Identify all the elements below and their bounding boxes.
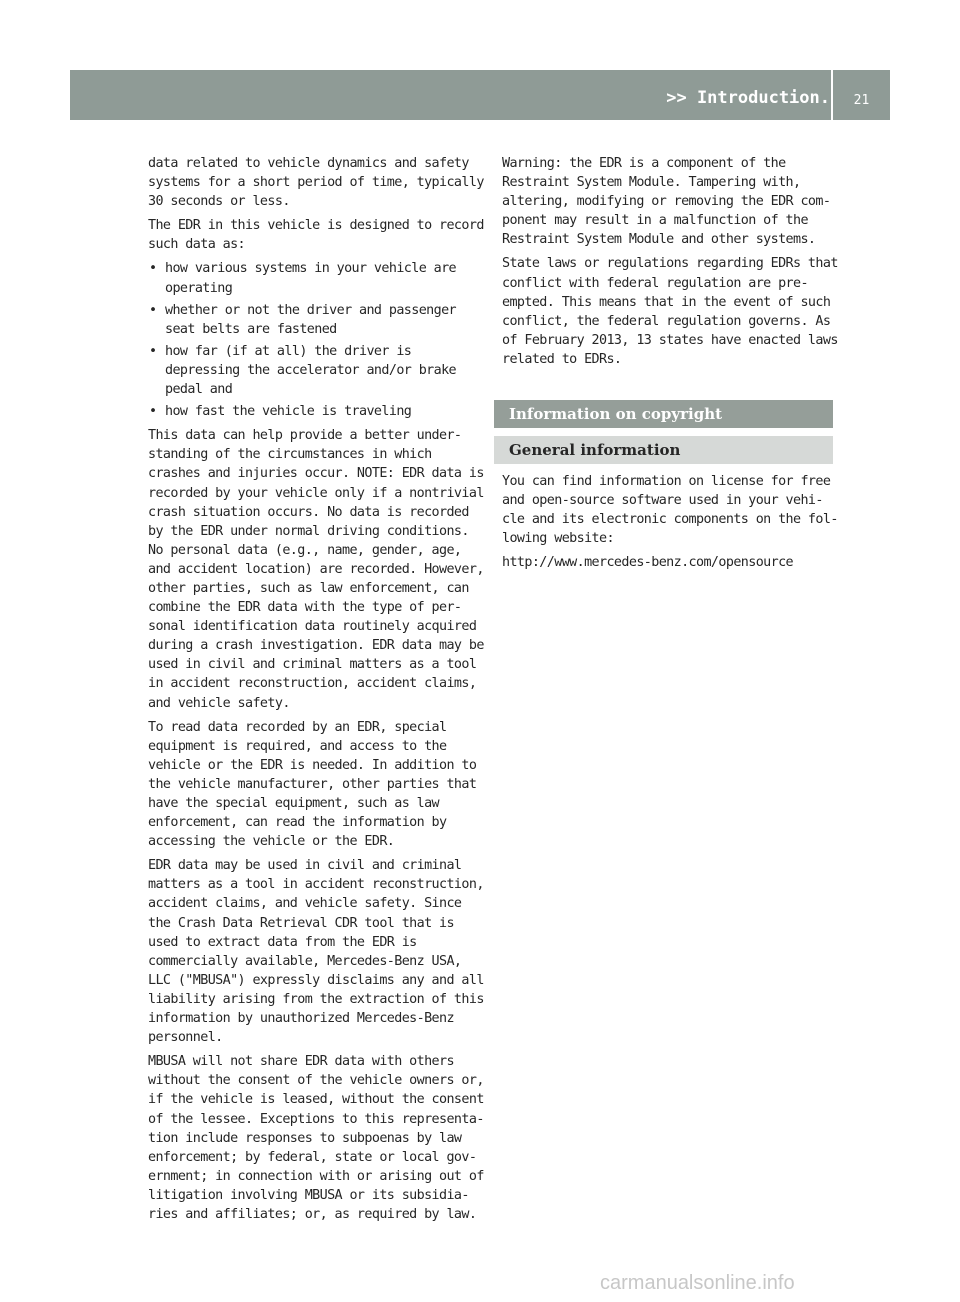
- paragraph: The EDR in this vehicle is designed to record such data as:: [148, 218, 484, 253]
- list-item: • how far (if at all) the driver is depressing the accelerator and/or brake pedal and: [148, 342, 484, 399]
- paragraph: To read data recorded by an EDR, special equipment is required, and access to the vehicle or the EDR is needed. In addition to the vehicle manufacturer, other parties that have the special equipment, such as law enforcement, can read the information by accessing the vehicle or the EDR.: [148, 719, 477, 850]
- section-heading: Information on copyright: [494, 400, 833, 428]
- paragraph: data related to vehicle dynamics and safety systems for a short period of time, typically 30 seconds or less.: [148, 156, 484, 210]
- url-link[interactable]: http://www.mercedes-benz.com/opensource: [502, 555, 794, 571]
- left-column: [148, 154, 484, 1229]
- bullet-list: [148, 259, 484, 421]
- chapter-title: >> Introduction.: [666, 88, 830, 108]
- list-item: • how fast the vehicle is traveling: [148, 402, 484, 421]
- right-column: [502, 154, 838, 374]
- subsection-heading: General information: [494, 436, 833, 464]
- paragraph: This data can help provide a better under- standing of the circumstances in which crashes and injuries occur. NOTE: EDR data is recorded by your vehicle only if a nontrivial crash situation occurs. No data is recorded by the EDR under normal driving conditions. No personal data (e.g., name, gender, age, and accident location) are recorded. However, other parties, such as law enforcement, can combine the EDR data with the type of per- sonal identification data routinely acquired during a crash investigation. EDR data may be used in civil and criminal matters as a tool in accident reconstruction, accident claims, and vehicle safety.: [148, 428, 484, 711]
- right-column-lower: [502, 472, 838, 577]
- paragraph: EDR data may be used in civil and criminal matters as a tool in accident reconstruction, accident claims, and vehicle safety. Since the Crash Data Retrieval CDR tool that is used to extract data from the EDR is commercially available, Mercedes-Benz USA, LLC ("MBUSA") expressly disclaims any and all liability arising from the extraction of this information by unauthorized Mercedes-Benz personnel.: [148, 858, 484, 1046]
- paragraph: State laws or regulations regarding EDRs that conflict with federal regulation are pre- empted. This means that in the event of such conflict, the federal regulation governs. As of February 2013, 13 states have enacted laws related to EDRs.: [502, 256, 838, 367]
- watermark: carmanualsonline.info: [600, 1272, 795, 1294]
- paragraph: Warning: the EDR is a component of the Restraint System Module. Tampering with, altering, modifying or removing the EDR com- ponent may result in a malfunction of the Restraint System Module and other systems.: [502, 156, 831, 248]
- list-item: • how various systems in your vehicle are operating: [148, 259, 484, 297]
- list-item: • whether or not the driver and passenger seat belts are fastened: [148, 301, 484, 339]
- paragraph: You can find information on license for free and open-source software used in your vehi- cle and its electronic components on the fol- lowing website:: [502, 474, 838, 547]
- paragraph: MBUSA will not share EDR data with others without the consent of the vehicle owners or, if the vehicle is leased, without the consent of the lessee. Exceptions to this representa- tion include responses to subpoenas by law enforcement; by federal, state or local gov- ernment; in connection with or arising out of litigation involving MBUSA or its subsidia- ries and affiliates; or, as required by law.: [148, 1054, 484, 1222]
- page-number: 21: [853, 93, 870, 108]
